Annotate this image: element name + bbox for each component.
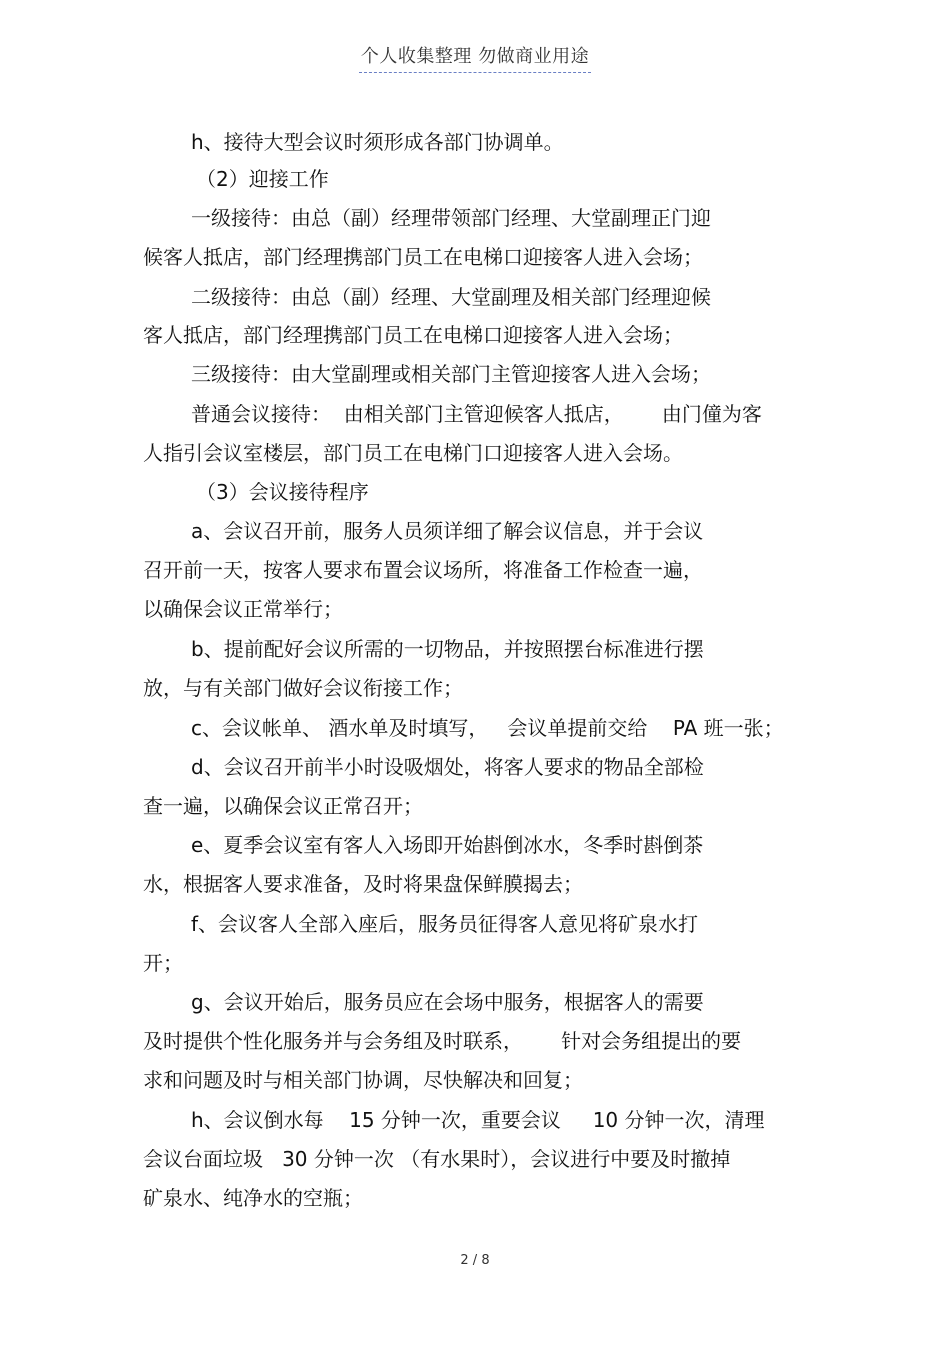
paragraph-line: 客人抵店，部门经理携部门员工在电梯口迎接客人进入会场； [143, 323, 683, 347]
paragraph-line: 二级接待：由总（副）经理、大堂副理及相关部门经理迎候 [191, 285, 711, 309]
paragraph-line: d、会议召开前半小时设吸烟处，将客人要求的物品全部检 [191, 755, 704, 779]
section-heading: （2）迎接工作 [196, 167, 329, 191]
paragraph-line: 一级接待：由总（副）经理带领部门经理、大堂副理正门迎 [191, 206, 711, 230]
paragraph-line: 求和问题及时与相关部门协调，尽快解决和回复； [143, 1068, 583, 1092]
paragraph-line: h、接待大型会议时须形成各部门协调单。 [191, 130, 564, 154]
paragraph-line: 及时提供个性化服务并与会务组及时联系， 针对会务组提出的要 [143, 1029, 742, 1053]
paragraph-line: 三级接待：由大堂副理或相关部门主管迎接客人进入会场； [191, 362, 711, 386]
paragraph-line: 召开前一天，按客人要求布置会议场所，将准备工作检查一遍， [143, 558, 703, 582]
page-header [0, 42, 950, 73]
paragraph-line: 人指引会议室楼层，部门员工在电梯门口迎接客人进入会场。 [143, 441, 683, 465]
paragraph-line: a、会议召开前，服务人员须详细了解会议信息，并于会议 [191, 519, 704, 543]
section-heading: （3）会议接待程序 [196, 480, 369, 504]
paragraph-line: 放，与有关部门做好会议衔接工作； [143, 676, 463, 700]
paragraph-line: 以确保会议正常举行； [143, 597, 343, 621]
paragraph-line: 候客人抵店，部门经理携部门员工在电梯口迎接客人进入会场； [143, 245, 703, 269]
paragraph-line: 开； [143, 951, 183, 975]
paragraph-line: 矿泉水、纯净水的空瓶； [143, 1186, 363, 1210]
paragraph-line: e、夏季会议室有客人入场即开始斟倒冰水，冬季时斟倒茶 [191, 833, 704, 857]
paragraph-line: 查一遍，以确保会议正常召开； [143, 794, 423, 818]
paragraph-line: b、提前配好会议所需的一切物品，并按照摆台标准进行摆 [191, 637, 704, 661]
page-number: 2 / 8 [460, 1253, 490, 1268]
paragraph-line: 会议台面垃圾 30 分钟一次 （有水果时），会议进行中要及时撤掉 [143, 1147, 731, 1171]
paragraph-line: c、会议帐单、 酒水单及时填写， 会议单提前交给 PA 班一张； [191, 716, 784, 740]
header-text: 个人收集整理 勿做商业用途 [359, 42, 591, 73]
paragraph-line: 普通会议接待： 由相关部门主管迎候客人抵店， 由门僮为客 [191, 402, 762, 426]
paragraph-line: g、会议开始后，服务员应在会场中服务，根据客人的需要 [191, 990, 704, 1014]
paragraph-line: f、会议客人全部入座后，服务员征得客人意见将矿泉水打 [191, 912, 699, 936]
paragraph-line: h、会议倒水每 15 分钟一次，重要会议 10 分钟一次，清理 [191, 1108, 765, 1132]
paragraph-line: 水，根据客人要求准备，及时将果盘保鲜膜揭去； [143, 872, 583, 896]
